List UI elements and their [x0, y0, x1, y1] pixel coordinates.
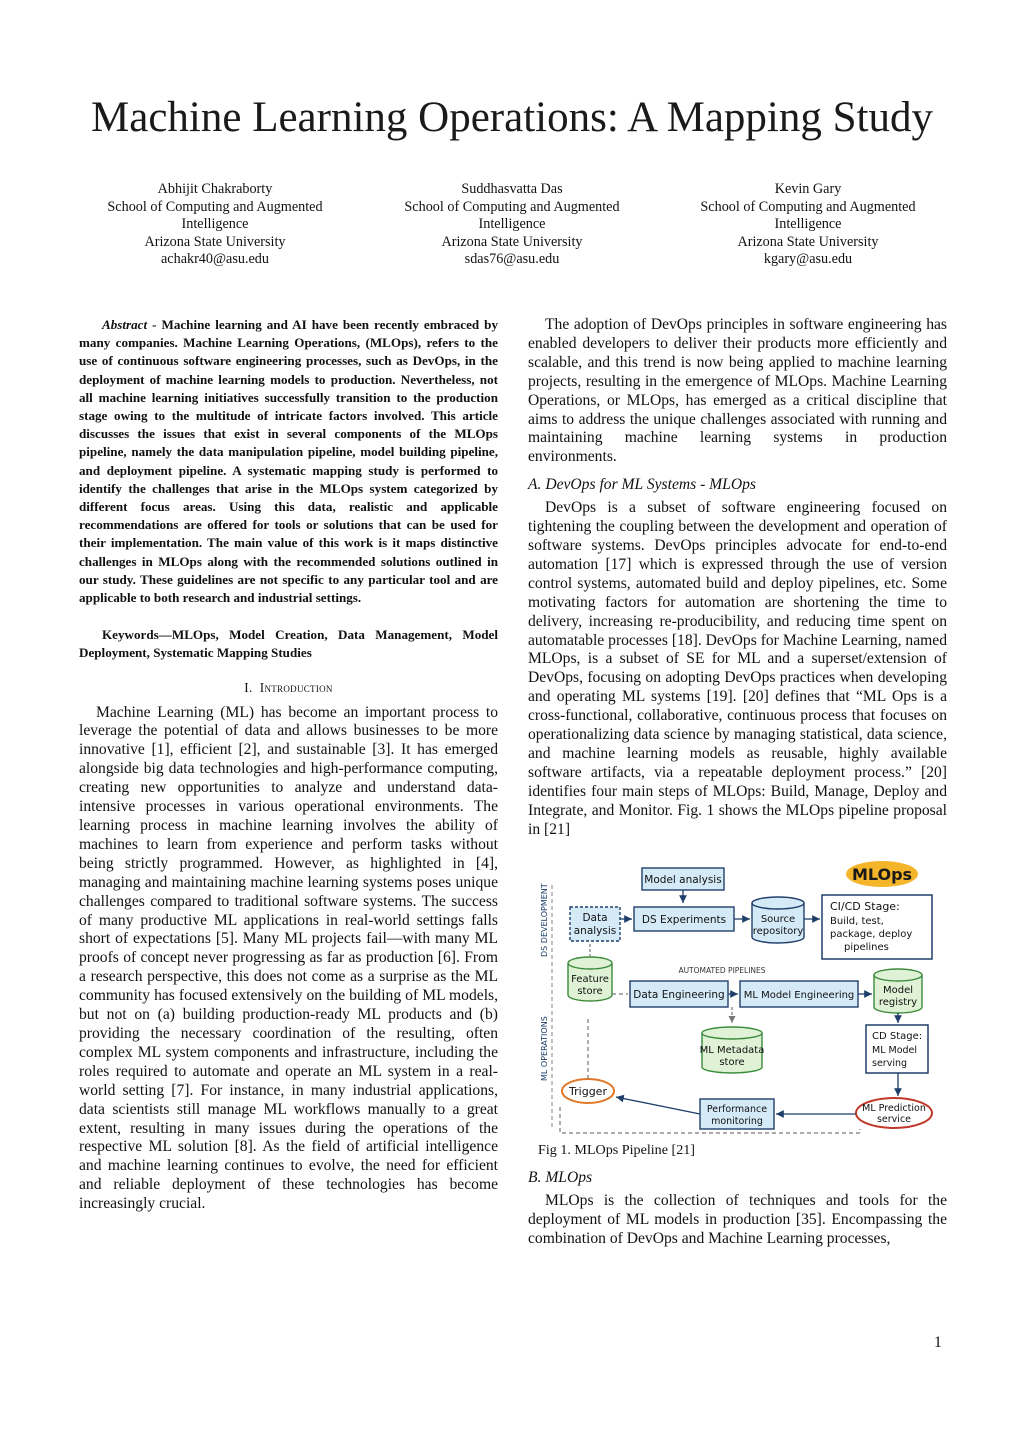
data-analysis-label-1: Data — [582, 912, 608, 925]
abstract-text: - Machine learning and AI have been recently embraced by many companies. Machine Learning Operations, (MLOps), refers to the use of continuous software engineering processes, such as DevOps, in the deployment of machine learning models to production. Nevertheless, not all machine learning initiatives successfully transition to the production stage owing to the multitude of intricate factors involved. This article discusses the issues that exist in several components of the MLOps pipeline, namely the data manipulation pipeline, model building pipeline, and deployment pipeline. A systematic mapping study is performed to identify the challenges that arise in the MLOps system categorized by different focus areas. Using this data, realistic and applicable recommendations are offered for tools or solutions that can be used for their implementation. The main value of this work is it maps distinctive challenges in MLOps along with the recommended solutions outlined in our study. These guidelines are not specific to any particular tool and are applicable to both research and industrial settings. — [79, 317, 498, 606]
author-university: Arizona State University — [441, 233, 583, 250]
arrow-perf-trigger — [616, 1097, 700, 1114]
author-dept-2: Intelligence — [181, 216, 249, 233]
author-dept: School of Computing and Augmented — [107, 198, 323, 215]
author-dept: School of Computing and Augmented — [404, 198, 620, 215]
prediction-label-1: ML Prediction — [862, 1103, 926, 1115]
author-university: Arizona State University — [737, 233, 879, 250]
devops-intro-paragraph: The adoption of DevOps principles in software engineering has enabled developers to deliver their products more efficiently and scalable, and this trend is now being applied to machine learning projects, resulting in the emergence of MLOps. Machine Learning Operations, or MLOps, has emerged as a critical discipline that aims to address the unique challenges associated with running and maintaining machine learning systems in production environments. — [528, 316, 947, 466]
author-email: sdas76@asu.edu — [464, 251, 560, 268]
section-number: I. — [244, 679, 253, 695]
author-university: Arizona State University — [144, 233, 286, 250]
ml-metadata-label-1: ML Metadata — [699, 1045, 765, 1057]
left-column — [79, 316, 498, 1214]
cicd-label-2: Build, test, — [830, 916, 884, 928]
abstract-label: Abstract — [102, 317, 148, 332]
introduction-paragraph: Machine Learning (ML) has become an important process to leverage the potential of data and allows businesses to be more innovative [1], efficient [2], and sustainable [3]. It has emerged alongside big data technologies and high-performance computing, creating new opportunities to analyze and understand data-intensive processes in various operational environments. The learning process in machine learning involves the ability of machines to learn from experience and perform tasks without being strictly programmed. However, as highlighted in [4], managing and maintaining machine learning systems poses unique challenges compared to traditional software systems. The success of many productive ML applications in real-world settings falls short of expectations [5]. Many ML projects fail—with many ML proofs of concept never progressing as far as production [6]. From a research perspective, this does not come as a surprise as the ML community has focused extensively on the building of ML models, but not on (a) building production-ready ML products and (b) providing the necessary coordination of the resulting, often complex ML system components and infrastructure, including the roles required to automate and operate an ML system in a real-world setting [7]. For instance, in many industrial applications, data scientists still manage ML workflows manually to a great extent, resulting in many issues during the operations of the respective ML solution [8]. As the field of artificial intelligence and machine learning continues to evolve, the need for efficient and reliable deployment of these technologies has become increasingly crucial. — [79, 703, 498, 1213]
abstract — [79, 316, 498, 607]
source-repo-label-1: Source — [760, 914, 796, 926]
keywords: Keywords—MLOps, Model Creation, Data Management, Model Deployment, Systematic Mapping Studies — [79, 627, 498, 661]
model-registry-label-1: Model — [882, 985, 914, 997]
author-name: Suddhasvatta Das — [461, 181, 563, 197]
data-engineering-label: Data Engineering — [633, 989, 725, 1002]
subsection-a-paragraph: DevOps is a subset of software engineering focused on tightening the coupling between the development and operation of software systems. DevOps principles advocate for end-to-end automation [17] which is expressed through the use of version control systems, automated build and deploy pipelines, etc. Some motivating factors for automation are shortening the time to delivery, increasing re-producibility, and reducing time spent on automatable processes [18]. DevOps for Machine Learning, named MLOps, is a subset of SE for ML and a superset/extension of DevOps, focusing on adopting DevOps practices when developing and operating ML systems [19]. [20] defines that “ML Ops is a cross-functional, collaborative, continuous process that focuses on operationalizing data science by managing statistical, data science, and machine learning models as reusable, highly available software artifacts, via a repeatable deployment process.” [20] identifies four main steps of MLOps: Build, Manage, Deploy and Integrate, and Monitor. Fig. 1 shows the MLOps pipeline proposal in [21] — [528, 499, 947, 838]
ml-metadata-top — [702, 1027, 762, 1039]
mlops-badge-text: MLOps — [851, 865, 913, 885]
author-name: Abhijit Chakraborty — [157, 181, 273, 197]
cd-label-3: serving — [872, 1058, 908, 1070]
right-column — [528, 316, 947, 1249]
cd-label-1: CD Stage: — [872, 1031, 923, 1043]
dashed-trigger-loop — [588, 994, 628, 1079]
author-block-3 — [678, 181, 938, 269]
author-email: kgary@asu.edu — [763, 251, 853, 268]
subsection-heading-a: A. DevOps for ML Systems - MLOps — [528, 476, 756, 494]
mlops-pipeline-diagram — [530, 857, 935, 1135]
source-repo-top — [752, 897, 804, 909]
data-analysis-label-2: analysis — [573, 925, 617, 938]
model-registry-label-2: registry — [878, 997, 918, 1009]
subsection-b-paragraph: MLOps is the collection of techniques and tools for the deployment of ML models in production [35]. Encompassing the combination of DevOps and Machine Learning processes, — [528, 1192, 947, 1248]
feature-store-label-1: Feature — [571, 974, 609, 986]
cicd-label-1: CI/CD Stage: — [830, 900, 900, 914]
author-dept-2: Intelligence — [774, 216, 842, 233]
paper-title: Machine Learning Operations: A Mapping Study — [91, 94, 933, 141]
model-registry-top — [874, 969, 922, 981]
source-repo-label-2: repository — [752, 926, 804, 938]
ds-experiments-label: DS Experiments — [641, 914, 727, 927]
cicd-label-4: pipelines — [844, 942, 889, 954]
section-title: Introduction — [259, 679, 333, 695]
cd-label-2: ML Model — [872, 1045, 918, 1057]
cicd-label-3: package, deploy — [830, 929, 913, 941]
figure-caption: Fig 1. MLOps Pipeline [21] — [538, 1142, 695, 1159]
author-email: achakr40@asu.edu — [161, 251, 269, 268]
author-name: Kevin Gary — [774, 181, 842, 197]
mlops-pipeline-figure — [530, 857, 935, 1135]
subsection-heading-b: B. MLOps — [528, 1169, 593, 1187]
automated-pipelines-label: AUTOMATED PIPELINES — [678, 966, 766, 976]
author-block-1 — [85, 181, 345, 269]
performance-label-1: Performance — [706, 1104, 768, 1116]
feature-store-label-2: store — [577, 986, 603, 998]
model-analysis-label: Model analysis — [644, 874, 722, 887]
performance-label-2: monitoring — [711, 1116, 763, 1128]
feature-store-top — [568, 957, 612, 969]
author-dept-2: Intelligence — [478, 216, 546, 233]
author-block-2 — [382, 181, 642, 269]
trigger-label: Trigger — [569, 1085, 607, 1099]
ml-operations-label: ML OPERATIONS — [540, 1016, 549, 1082]
ml-metadata-label-2: store — [719, 1057, 745, 1069]
page-number: 1 — [934, 1334, 942, 1351]
section-heading-introduction — [79, 679, 498, 698]
author-dept: School of Computing and Augmented — [700, 198, 916, 215]
ds-development-label: DS DEVELOPMENT — [540, 883, 549, 958]
ml-model-engineering-label: ML Model Engineering — [743, 990, 855, 1002]
prediction-label-2: service — [876, 1114, 912, 1126]
